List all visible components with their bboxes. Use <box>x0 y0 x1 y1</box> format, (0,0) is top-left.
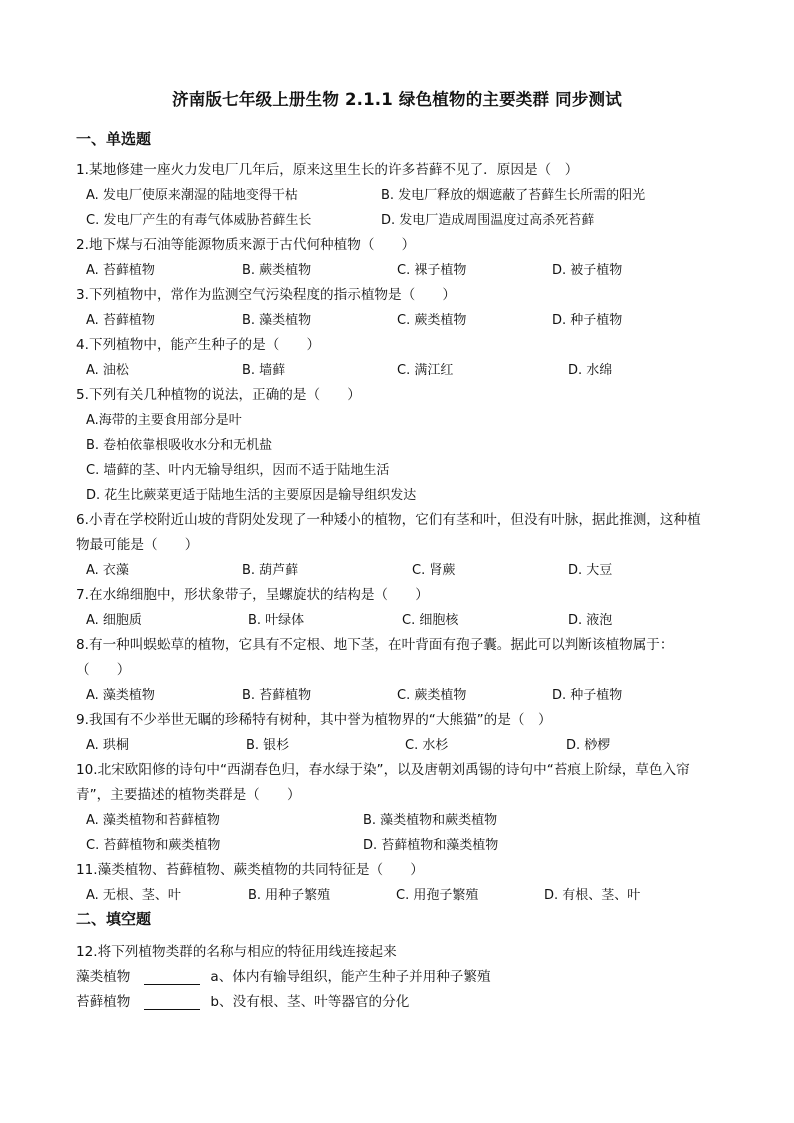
question-3-option-c: C. 蕨类植物 <box>397 313 467 328</box>
question-6-option-a: A. 衣藻 <box>86 563 129 578</box>
question-4-option-d: D. 水绵 <box>568 363 613 378</box>
question-6-stem-line-1: 6.小青在学校附近山坡的背阴处发现了一种矮小的植物，它们有茎和叶，但没有叶脉，据此推测，这种植 <box>76 512 701 528</box>
question-1-option-b: B. 发电厂释放的烟遮蔽了苔藓生长所需的阳光 <box>381 188 646 203</box>
question-8-stem-line-2: （ ） <box>76 662 131 678</box>
question-6-option-d: D. 大豆 <box>568 563 613 578</box>
answer-blank-1[interactable] <box>144 970 200 985</box>
question-6-option-c: C. 肾蕨 <box>412 563 456 578</box>
match-row-1 <box>76 965 491 990</box>
question-8-option-b: B. 苔藓植物 <box>242 688 312 703</box>
question-5-option-d: D. 花生比蕨菜更适于陆地生活的主要原因是输导组织发达 <box>86 488 417 503</box>
question-9-option-c: C. 水杉 <box>405 738 449 753</box>
question-10-stem-line-2: 青”，主要描述的植物类群是（ ） <box>76 787 301 803</box>
question-8-option-a: A. 藻类植物 <box>86 688 155 703</box>
question-2-option-b: B. 蕨类植物 <box>242 263 312 278</box>
question-4-option-b: B. 墙藓 <box>242 363 286 378</box>
question-3-option-b: B. 藻类植物 <box>242 313 312 328</box>
answer-blank-2[interactable] <box>144 995 200 1010</box>
match-row-1-name: 藻类植物 <box>76 969 131 985</box>
question-6-stem-line-2: 物最可能是（ ） <box>76 537 199 553</box>
question-11-option-a: A. 无根、茎、叶 <box>86 888 181 903</box>
question-3-option-d: D. 种子植物 <box>552 313 623 328</box>
question-4-stem: 4.下列植物中，能产生种子的是（ ） <box>76 337 321 353</box>
question-3-option-a: A. 苔藓植物 <box>86 313 155 328</box>
question-5-option-b: B. 卷柏依靠根吸收水分和无机盐 <box>86 438 273 453</box>
question-1-option-a: A. 发电厂使原来潮湿的陆地变得干枯 <box>86 188 298 203</box>
question-7-option-d: D. 液泡 <box>568 613 613 628</box>
match-row-2-name: 苔藓植物 <box>76 994 131 1010</box>
question-10-option-c: C. 苔藓植物和蕨类植物 <box>86 838 221 853</box>
question-4-option-a: A. 油松 <box>86 363 129 378</box>
question-7-option-b: B. 叶绿体 <box>248 613 305 628</box>
question-8-option-d: D. 种子植物 <box>552 688 623 703</box>
question-9-options <box>86 733 726 758</box>
question-5-stem: 5.下列有关几种植物的说法，正确的是（ ） <box>76 387 361 403</box>
question-3-options <box>86 308 726 333</box>
question-1-stem: 1.某地修建一座火力发电厂几年后，原来这里生长的许多苔藓不见了．原因是（ ） <box>76 162 579 178</box>
question-11-stem: 11.藻类植物、苔藓植物、蕨类植物的共同特征是（ ） <box>76 862 424 878</box>
question-7-option-a: A. 细胞质 <box>86 613 142 628</box>
question-5-option-a: A.海带的主要食用部分是叶 <box>86 413 242 428</box>
question-11-option-d: D. 有根、茎、叶 <box>544 888 641 903</box>
question-12-stem: 12.将下列植物类群的名称与相应的特征用线连接起来 <box>76 944 397 960</box>
question-2-option-a: A. 苔藓植物 <box>86 263 155 278</box>
question-8-stem-line-1: 8.有一种叫蜈蚣草的植物，它具有不定根、地下茎，在叶背面有孢子囊。据此可以判断该植物属于： <box>76 637 674 653</box>
question-7-option-c: C. 细胞核 <box>402 613 459 628</box>
question-1-option-c: C. 发电厂产生的有毒气体威胁苔藓生长 <box>86 213 312 228</box>
page-title: 济南版七年级上册生物 2.1.1 绿色植物的主要类群 同步测试 <box>172 90 622 109</box>
question-2-stem: 2.地下煤与石油等能源物质来源于古代何种植物（ ） <box>76 237 416 253</box>
question-1-option-d: D. 发电厂造成周围温度过高杀死苔藓 <box>381 213 595 228</box>
match-row-2 <box>76 990 409 1015</box>
question-10-option-d: D. 苔藓植物和藻类植物 <box>363 838 499 853</box>
question-9-option-d: D. 桫椤 <box>566 738 611 753</box>
question-10-option-a: A. 藻类植物和苔藓植物 <box>86 813 220 828</box>
question-2-option-d: D. 被子植物 <box>552 263 623 278</box>
question-9-option-a: A. 珙桐 <box>86 738 129 753</box>
question-2-options <box>86 258 726 283</box>
question-11-options <box>86 883 726 908</box>
question-2-option-c: C. 裸子植物 <box>397 263 467 278</box>
question-4-option-c: C. 满江红 <box>397 363 454 378</box>
match-row-1-feature: a、体内有输导组织，能产生种子并用种子繁殖 <box>210 969 491 985</box>
question-3-stem: 3.下列植物中，常作为监测空气污染程度的指示植物是（ ） <box>76 287 456 303</box>
question-7-stem: 7.在水绵细胞中，形状象带子，呈螺旋状的结构是（ ） <box>76 587 429 603</box>
question-7-options <box>86 608 726 633</box>
question-10-stem-line-1: 10.北宋欧阳修的诗句中“西湖春色归，春水绿于染”，以及唐朝刘禹锡的诗句中“苔痕上阶绿，草色入帘 <box>76 762 690 778</box>
question-11-option-b: B. 用种子繁殖 <box>248 888 331 903</box>
question-10-option-b: B. 藻类植物和蕨类植物 <box>363 813 498 828</box>
question-8-option-c: C. 蕨类植物 <box>397 688 467 703</box>
question-11-option-c: C. 用孢子繁殖 <box>396 888 479 903</box>
question-9-option-b: B. 银杉 <box>246 738 290 753</box>
match-row-2-feature: b、没有根、茎、叶等器官的分化 <box>210 994 410 1010</box>
question-9-stem: 9.我国有不少举世无瞩的珍稀特有树种，其中誉为植物界的“大熊猫”的是（ ） <box>76 712 552 728</box>
section-heading-fill-in: 二、填空题 <box>76 910 152 928</box>
question-8-options <box>86 683 726 708</box>
question-6-option-b: B. 葫芦藓 <box>242 563 299 578</box>
question-6-options <box>86 558 726 583</box>
question-4-options <box>86 358 726 383</box>
question-5-option-c: C. 墙藓的茎、叶内无输导组织，因而不适于陆地生活 <box>86 463 390 478</box>
section-heading-single-choice: 一、单选题 <box>76 130 152 148</box>
